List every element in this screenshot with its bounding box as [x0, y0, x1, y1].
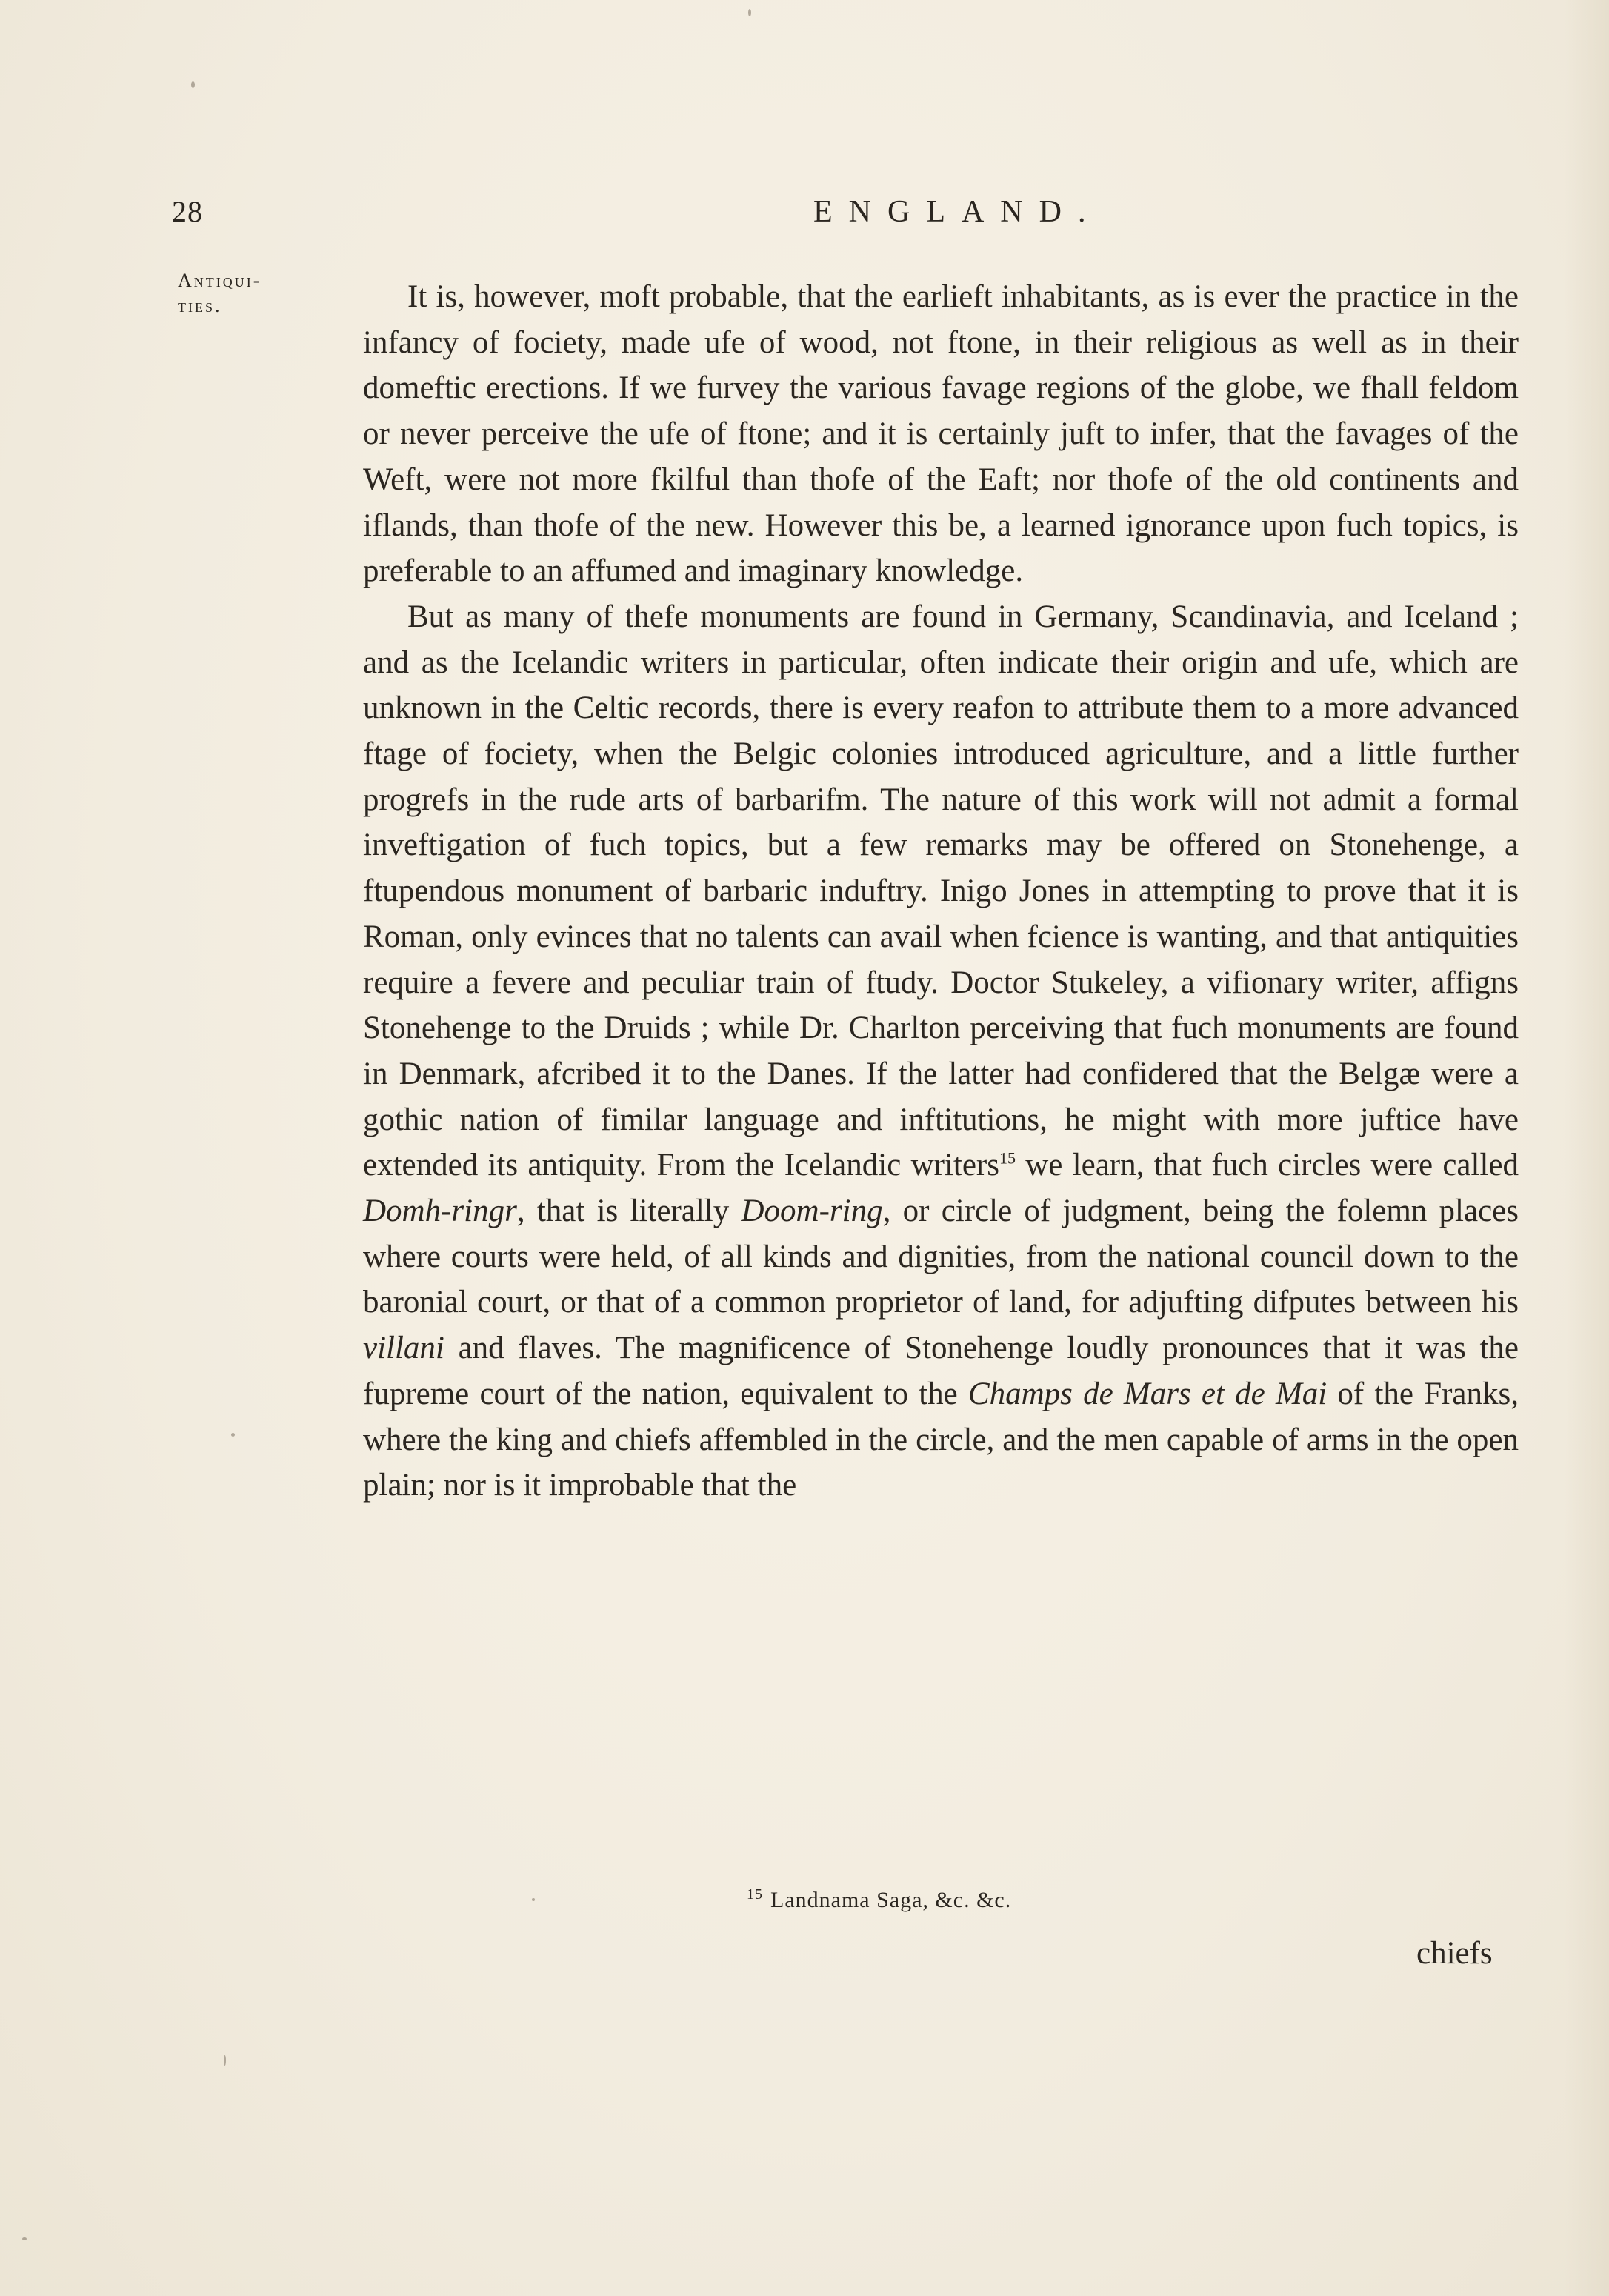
running-title: ENGLAND. [813, 195, 1102, 229]
footnote-text: Landnama Saga, &c. &c. [770, 1888, 1012, 1912]
margin-note [178, 268, 326, 319]
page-edge-shading [1565, 0, 1609, 2296]
paper-speck [532, 1898, 535, 1901]
paper-speck [748, 9, 751, 16]
italic-term-domh-ringr: Domh-ringr [363, 1194, 517, 1229]
paragraph-2 [363, 594, 1519, 1508]
paper-speck [22, 2237, 27, 2240]
paragraph-1: It is, however, moft probable, that the earlieft inhabitants, as is ever the practice in the infancy of fociety, made ufe of wood, not ftone, in their religious as well as in their domeftic erections. If we furvey the various favage regions of the globe, we fhall feldom or never perceive the ufe of ftone; and it is certainly juft to infer, that the favages of the Weft, were not more fkilful than thofe of the Eaft; nor thofe of the old continents and iflands, than thofe of the new. However this be, a learned ignorance upon fuch topics, is preferable to an affumed and imaginary knowledge. [363, 279, 1519, 589]
page-header [172, 194, 1505, 239]
footnote [747, 1888, 1011, 1913]
paragraph-2-text-b: we learn, that fuch circles were called [1015, 1148, 1519, 1183]
margin-note-line-2: ties. [178, 295, 222, 316]
italic-term-doom-ring: Doom-ring [741, 1194, 883, 1229]
italic-term-villani: villani [363, 1331, 444, 1366]
catchword: chiefs [1416, 1936, 1493, 1971]
paper-speck [224, 2055, 226, 2066]
paper-speck [231, 1433, 235, 1437]
main-text [363, 274, 1519, 1508]
footnote-mark: 15 [747, 1886, 763, 1903]
paper-speck [191, 81, 195, 88]
italic-term-champs-de-mars: Champs de Mars et de Mai [967, 1376, 1327, 1411]
margin-note-line-1: Antiqui- [178, 270, 262, 291]
page-number: 28 [172, 195, 203, 228]
footnote-reference: 15 [999, 1149, 1016, 1168]
paragraph-2-text-e: and flaves. The magnificence of Stonehenge loudly pronounces that it was the fupreme court of the nation, equivalent to the [363, 1331, 1519, 1411]
paragraph-2-text-c: , that is literally [516, 1194, 742, 1229]
paragraph-2-text-d: , or circle of judgment, being the folemn places where courts were held, of all kinds and dignities, from the national council down to the baronial court, or that of a common proprietor of land, for adjufting difputes between his [363, 1194, 1519, 1320]
paragraph-2-text-f: of the Franks, where the king and chiefs affembled in the circle, and the men capable of arms in the open plain; nor is it improbable that the [363, 1376, 1519, 1503]
paragraph-2-text-a: But as many of thefe monuments are found in Germany, Scandinavia, and Iceland ; and as the Icelandic writers in particular, often indicate their origin and ufe, which are unknown in the Celtic records, there is every reafon to attribute them to a more advanced ftage of fociety, when the Belgic colonies introduced agriculture, and a little further progrefs in the rude arts of barbarifm. The nature of this work will not admit a formal inveftigation of fuch topics, but a few remarks may be offered on Stonehenge, a ftupendous monument of barbaric induftry. Inigo Jones in attempting to prove that it is Roman, only evinces that no talents can avail when fcience is wanting, and that antiquities require a fevere and peculiar train of ftudy. Doctor Stukeley, a vifionary writer, affigns Stonehenge to the Druids ; while Dr. Charlton perceiving that fuch monuments are found in Denmark, afcribed it to the Danes. If the latter had confidered that the Belgæ were a gothic nation of fimilar language and inftitutions, he might with more juftice have extended its antiquity. From the Icelandic writers [363, 599, 1519, 1183]
